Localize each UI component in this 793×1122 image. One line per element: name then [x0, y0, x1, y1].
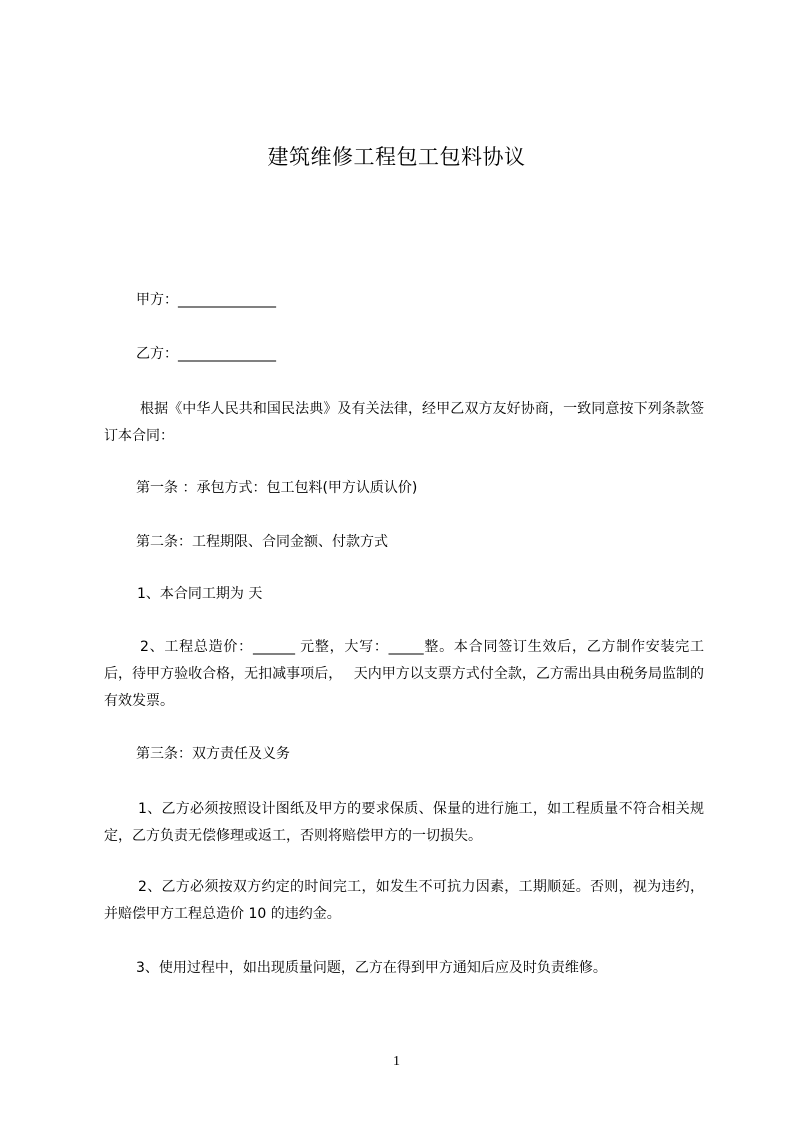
article-2-heading: 第二条：工程期限、合同金额、付款方式 [136, 534, 388, 550]
article-3-heading: 第三条：双方责任及义务 [136, 746, 290, 762]
party-a-line: 甲方：______________ [136, 292, 276, 308]
party-b-line: 乙方：______________ [136, 346, 276, 362]
article-3-item-3: 3、使用过程中，如出现质量问题，乙方在得到甲方通知后应及时负责维修。 [136, 960, 607, 976]
document-title: 建筑维修工程包工包料协议 [267, 145, 526, 169]
preamble-paragraph: 根据《中华人民共和国民法典》及有关法律，经甲乙双方友好协商，一致同意按下列条款签订本合同： [104, 401, 704, 444]
article-3-item-1: 1、乙方必须按照设计图纸及甲方的要求保质、保量的进行施工，如工程质量不符合相关规定，乙方负责无偿修理或返工，否则将赔偿甲方的一切损失。 [104, 801, 704, 844]
article-1-heading: 第一条 ：承包方式：包工包料(甲方认质认价) [136, 480, 418, 496]
page-number: 1 [393, 1054, 400, 1069]
article-3-item-2: 2、乙方必须按双方约定的时间完工，如发生不可抗力因素，工期顺延。否则，视为违约，并赔偿甲方工程总造价 10 的违约金。 [104, 879, 704, 922]
article-2-item-1: 1、本合同工期为 天 [137, 586, 263, 602]
article-2-item-2: 2、工程总造价：______ 元整，大写：_____整。本合同签订生效后，乙方制作安装完工后，待甲方验收合格，无扣减事项后， 天内甲方以支票方式付全款，乙方需出具由税务局监制的有效发票。 [104, 639, 704, 709]
